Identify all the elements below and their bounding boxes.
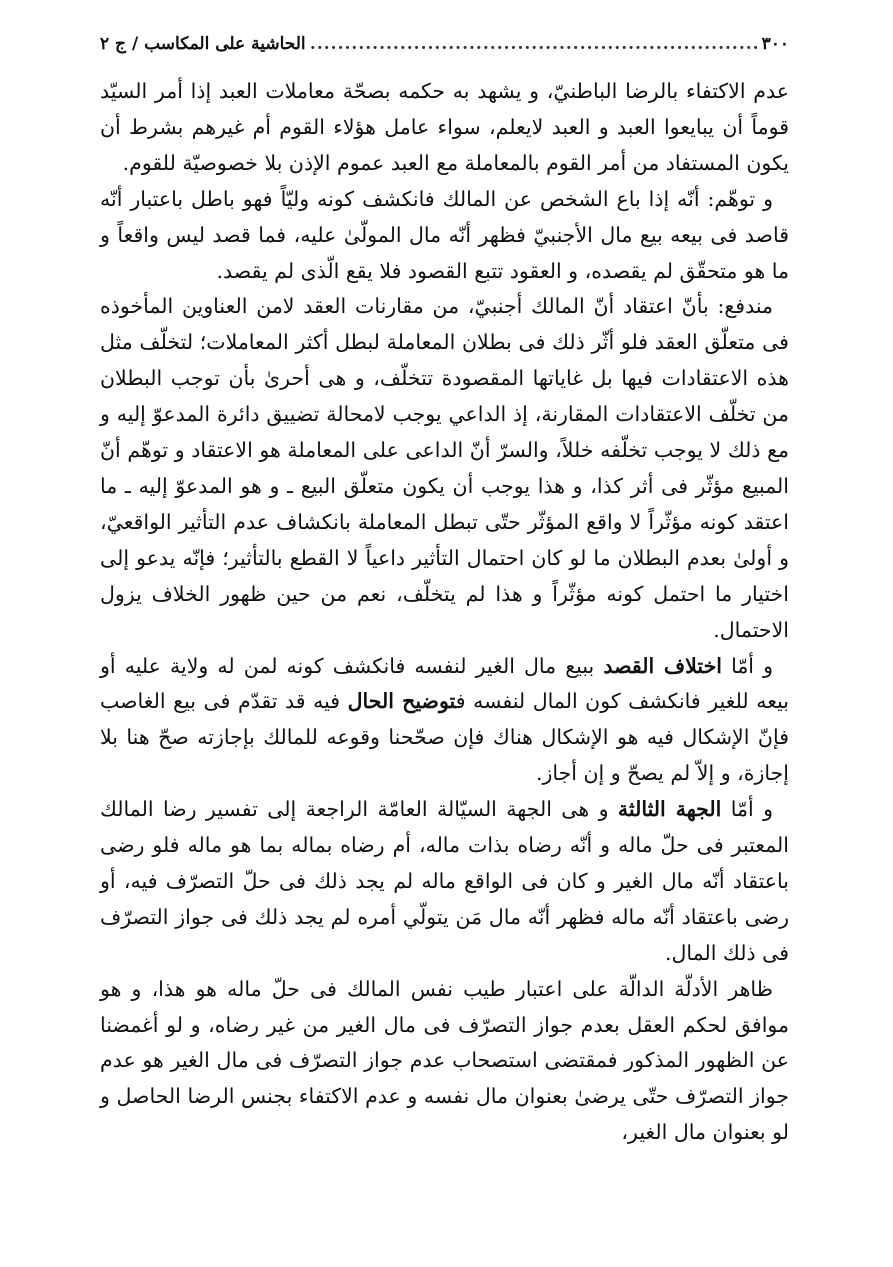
paragraph-4 [100,649,789,793]
paragraph-text: ظاهر الأدلّة الدالّة على اعتبار طيب نفس المالك فى حلّ ماله هو هذا، و هو موافق لحكم العقل بعدم جواز التصرّف فى مال الغير من غير رضاه، و لو أغمضنا عن الظهور المذكور فمقتضى استصحاب عدم جواز التصرّف فى مال الغير هو عدم جواز التصرّف حتّى يرضىٰ بعنوان مال نفسه و عدم الاكتفاء بجنس الرضا الحاصل و لو بعنوان مال الغير، [100,976,789,1145]
paragraph-text: فيه قد تقدّم فى بيع الغاصب فإنّ الإشكال فيه هو الإشكال هناك فإن صحّحنا وقوعه للمالك بإجازته صحّ هنا بلا إجازة، و إلاّ لم يصحّ و إن أجاز. [100,689,789,786]
paragraph-text: ببيع مال الغير لنفسه فانكشف كونه لمن له ولاية عليه أو بيعه للغير فانكشف كون المال لنفسه ف [100,653,789,714]
running-title: الحاشية على المكاسب / ج ٢ [100,34,306,54]
bold-term: توضيح الحال [347,689,456,714]
paragraph-6 [100,972,789,1152]
running-header [100,34,789,64]
paragraph-text: و توهّم: أنّه إذا باع الشخص عن المالك فانكشف كونه وليّاً فهو باطل باعتبار أنّه قاصد فى بيعه بيع مال الأجنبيّ فظهر أنّه مال المولّىٰ عليه، فما قصد ليس واقعاً و ما هو متحقّق لم يقصده، و العقود تتبع القصود فلا يقع الّذى لم يقصد. [100,186,789,283]
paragraph-3 [100,289,789,648]
paragraph-text: و أمّا [721,653,774,678]
leader-dots [308,34,760,54]
paragraph-2 [100,182,789,290]
paragraph-1 [100,74,789,182]
paragraph-text: مندفع: بأنّ اعتقاد أنّ المالك أجنبيّ، من مقارنات العقد لامن العناوين المأخوذه فى متعلّق العقد فلو أثّر ذلك فى بطلان المعاملة لبطل أكثر المعاملات؛ لتخلّف مثل هذه الاعتقادات فيها بل غاياتها المقصودة تتخلّف، و هى أحرىٰ بأن توجب البطلان من تخلّف الاعتقادات المقارنة، إذ الداعي يوجب لامحالة تضييق دائرة المدعوّ إليه و مع ذلك لا يوجب تخلّفه خللاً، والسرّ أنّ الداعى على المعاملة هو الاعتقاد و توهّم أنّ المبيع مؤثّر فى أثر كذا، و هذا يوجب أن يكون متعلّق البيع ـ و هو المدعوّ إليه ـ ما اعتقد كونه مؤثّراً لا واقع المؤثّر حتّى تبطل المعاملة بانكشاف عدم التأثير الواقعيّ، و أولىٰ بعدم البطلان ما لو كان احتمال التأثير داعياً لا القطع بالتأثير؛ فإنّه يدعو إلى اختيار ما احتمل كونه مؤثّراً و هذا لم يتخلّف، نعم من حين ظهور الخلاف يزول الاحتمال. [100,294,789,642]
page-body [100,74,789,1151]
paragraph-text: و أمّا [721,797,773,822]
page-number: ٣٠٠ [761,34,789,54]
paragraph-5 [100,792,789,972]
paragraph-text: عدم الاكتفاء بالرضا الباطنيّ، و يشهد به حكمه بصحّة معاملات العبد إذا أمر السيّد قوماً أن يبايعوا العبد و العبد لايعلم، سواء عامل هؤلاء القوم أم غيرهم بشرط أن يكون المستفاد من أمر القوم بالمعاملة مع العبد عموم الإذن بلا خصوصيّة للقوم. [100,79,789,175]
bold-term: الجهة الثالثة [617,797,722,822]
bold-term: اختلاف القصد [603,653,722,678]
paragraph-text: و هى الجهة السيّالة العامّة الراجعة إلى تفسير رضا المالك المعتبر فى حلّ ماله و أنّه رضاه بذات ماله، أم رضاه بماله بما هو ماله فلو رضى باعتقاد أنّه مال الغير و كان فى الواقع ماله لم يجد ذلك فى حلّ التصرّف فيه، أو رضى باعتقاد أنّه ماله فظهر أنّه مال مَن يتولّي أمره لم يجد ذلك فى جواز التصرّف فى ذلك المال. [100,797,789,965]
